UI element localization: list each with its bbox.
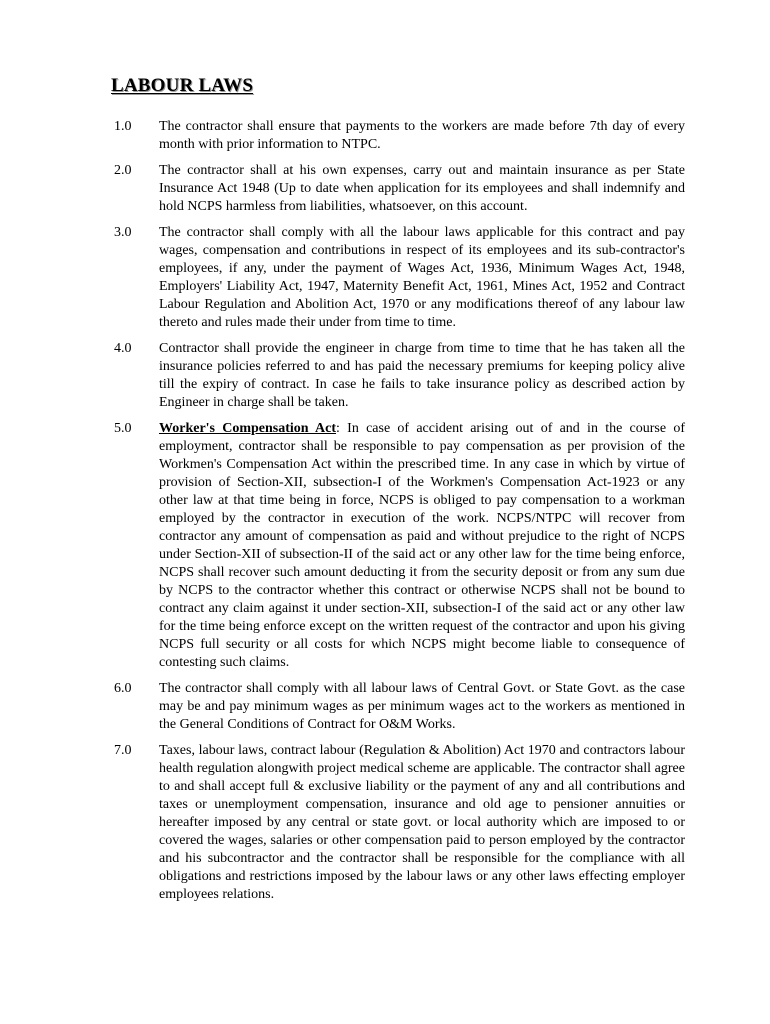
clause-2 <box>0 162 770 216</box>
clause-7 <box>0 742 770 904</box>
clause-4 <box>0 340 770 412</box>
clause-body: : In case of accident arising out of and in the course of employment, contractor shall be responsible to pay compensation as per provision of the Workmen's Compensation Act within the prescribed time. In any case in which by virtue of provision of Section-XII, subsection-I of the Workmen's Compensation Act-1923 or any other law at that time being in force, NCPS is obliged to pay compensation to a workman employed by the contractor in execution of the work. NCPS/NTPC will recover from contractor any amount of compensation as paid and without prejudice to the right of NCPS under Section-XII of subsection-II of the said act or any other law for the time being enforce, NCPS shall recover such amount deducting it from the security deposit or from any sum due by NCPS to the contractor whether this contract or otherwise NCPS shall not be bound to contract any claim against it under section-XII, subsection-I of the said act or any other law for the time being enforce except on the written request of the contractor and upon his giving NCPS full security or all costs for which NCPS might become liable to consequence of contesting such claims. <box>159 421 685 670</box>
clause-text: The contractor shall at his own expenses, carry out and maintain insurance as per State Insurance Act 1948 (Up to date when application for its employees and shall indemnify and hold NCPS harmless from liabilities, whatsoever, on this account. <box>159 163 685 214</box>
clause-number: 7.0 <box>114 743 132 758</box>
clause-number: 6.0 <box>114 681 132 696</box>
clause-5 <box>0 420 770 672</box>
clause-text: The contractor shall comply with all the labour laws applicable for this contract and pay wages, compensation and contributions in respect of its employees and its sub-contractor's employees, if any, under the payment of Wages Act, 1936, Minimum Wages Act, 1948, Employers' Liability Act, 1947, Maternity Benefit Act, 1961, Mines Act, 1952 and Contract Labour Regulation and Abolition Act, 1970 or any modifications thereof of any labour law thereto and rules made their under from time to time. <box>159 225 685 330</box>
clause-text: The contractor shall comply with all labour laws of Central Govt. or State Govt. as the case may be and pay minimum wages as per minimum wages act to the workers as mentioned in the General Conditions of Contract for O&M Works. <box>159 681 685 732</box>
clause-text: Taxes, labour laws, contract labour (Regulation & Abolition) Act 1970 and contractors labour health regulation alongwith project medical scheme are applicable. The contractor shall agree to and shall accept full & exclusive liability or the payment of any and all contributions and taxes or unemployment compensation, insurance and old age to pensioner annuities or hereafter imposed by any central or state govt. or local authority which are imposed to or covered the wages, salaries or other compensation paid to person employed by the contractor and his subcontractor and the contractor shall be responsible for the compliance with all obligations and restrictions imposed by the labour laws or any other laws effecting employer employees relations. <box>159 743 685 902</box>
clause-list <box>0 118 770 912</box>
clause-number: 3.0 <box>114 225 132 240</box>
clause-number: 5.0 <box>114 421 132 436</box>
document-title: LABOUR LAWS <box>111 75 254 96</box>
clause-text: Contractor shall provide the engineer in charge from time to time that he has taken all the insurance policies referred to and has paid the necessary premiums for keeping policy alive till the expiry of contract. In case he fails to take insurance policy as described action by Engineer in charge shall be taken. <box>159 341 685 410</box>
clause-number: 1.0 <box>114 119 132 134</box>
clause-3 <box>0 224 770 332</box>
clause-6 <box>0 680 770 734</box>
clause-text: The contractor shall ensure that payments to the workers are made before 7th day of every month with prior information to NTPC. <box>159 119 685 152</box>
clause-number: 4.0 <box>114 341 132 356</box>
clause-number: 2.0 <box>114 163 132 178</box>
clause-heading: Worker's Compensation Act <box>159 421 337 436</box>
clause-1 <box>0 118 770 154</box>
clause-text <box>159 420 685 672</box>
